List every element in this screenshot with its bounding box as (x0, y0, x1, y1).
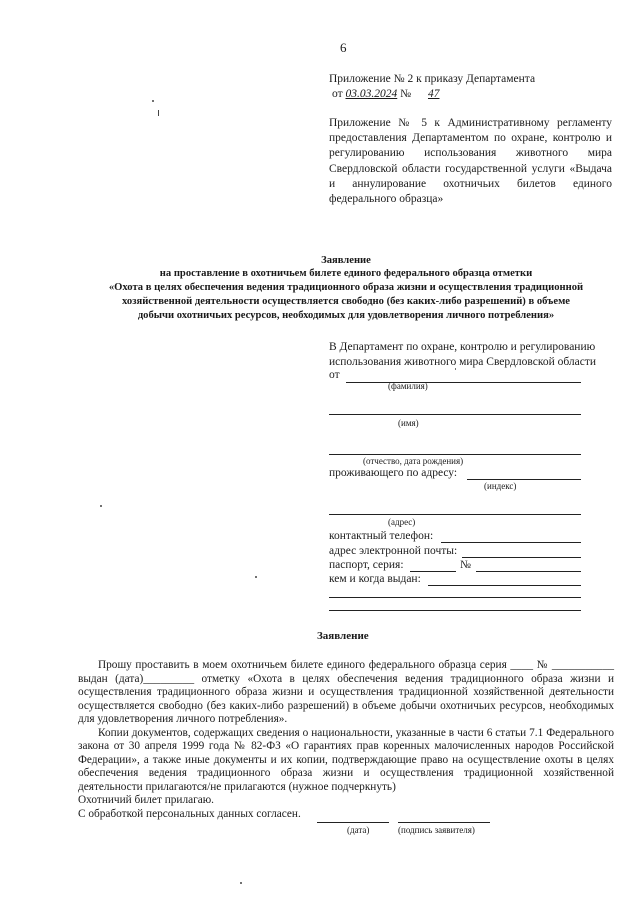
section-title: Заявление (317, 630, 369, 642)
issued-by-line-3[interactable] (329, 610, 581, 611)
address-caption: (адрес) (388, 517, 416, 527)
request-paragraph: Прошу проставить в моем охотничьем билете единого федерального образца серия ____ № ___________ выдан (дата)_________ отметку «Охота в целях обеспечения ведения традиционного образа жизни и осуществления традиционного образа жизни и осуществления традиционной хозяйственной деятельности осуществляется свободно (без каких-либо разрешений) в объеме добычи охотничьих ресурсов, необходимых для удовлетворения личного потребления». (78, 659, 614, 725)
phone-field[interactable] (441, 542, 581, 543)
consent-line (78, 808, 614, 822)
residing-label: проживающего по адресу: (329, 467, 458, 479)
recipient-line: использования животного мира Свердловской области (329, 355, 597, 368)
address-field[interactable] (329, 514, 581, 515)
surname-caption: (фамилия) (388, 381, 428, 391)
number-prefix: № (400, 88, 412, 100)
issued-by-line-2[interactable] (329, 597, 581, 598)
subtitle-line: добычи охотничьих ресурсов, необходимых для удовлетворения личного потребления» (137, 310, 555, 321)
recipient-line: В Департамент по охране, контролю и регулированию (329, 341, 596, 353)
page-number: 6 (340, 40, 347, 55)
document-subtitle (78, 267, 614, 323)
applicant-signature-field[interactable] (398, 822, 490, 823)
scan-speck (100, 505, 102, 507)
regulation-reference-text: Приложение № 5 к Административному регламенту предоставления Департаментом по охране, контролю и регулированию использования животного мира Свердловской области государственной услуги «Выдача и аннулирование охотничьих билетов единого федерального образца» (329, 117, 612, 206)
scan-speck (158, 110, 159, 116)
patronymic-caption: (отчество, дата рождения) (363, 456, 464, 466)
issued-by-label: кем и когда выдан: (329, 573, 421, 585)
ticket-attached-line: Охотничий билет прилагаю. (78, 794, 215, 806)
date-caption: (дата) (347, 825, 370, 835)
application-body (78, 659, 614, 821)
scan-speck (240, 882, 242, 884)
scan-speck (255, 576, 257, 578)
from-label: от (329, 369, 340, 381)
email-label: адрес электронной почты: (329, 545, 458, 557)
patronymic-field[interactable] (329, 454, 581, 455)
index-caption: (индекс) (484, 481, 517, 491)
handwritten-date: 03.03.2024 (345, 88, 398, 100)
passport-number-field[interactable] (476, 571, 581, 572)
email-field[interactable] (462, 557, 581, 558)
phone-label: контактный телефон: (329, 530, 434, 542)
scan-speck (152, 100, 154, 102)
passport-number-label: № (460, 559, 471, 571)
appendix-line: Приложение № 2 к приказу Департамента (329, 73, 536, 85)
regulation-reference (329, 116, 612, 207)
scan-speck (455, 368, 456, 370)
signature-caption: (подпись заявителя) (398, 825, 475, 835)
subtitle-line: «Охота в целях обеспечения ведения традиционного образа жизни и осуществления традиционной (108, 282, 584, 293)
consent-text: С обработкой персональных данных согласен. (78, 807, 301, 820)
handwritten-number: 47 (427, 88, 440, 100)
date-signature-field[interactable] (317, 822, 389, 823)
name-field[interactable] (329, 414, 581, 415)
subtitle-line: на проставление в охотничьем билете единого федерального образца отметки (159, 268, 533, 279)
date-prefix: от (332, 88, 343, 100)
index-field[interactable] (467, 479, 581, 480)
appendix-date-line (329, 87, 611, 102)
appendix-header (329, 72, 611, 102)
document-title: Заявление (321, 255, 371, 266)
issued-by-field[interactable] (428, 585, 581, 586)
recipient-block (329, 340, 611, 369)
documents-paragraph: Копии документов, содержащих сведения о национальности, указанные в части 6 статьи 7.1 Федерального закона от 30 апреля 1999 года № 82-ФЗ «О гарантиях прав коренных малочисленных народов Российской Федерации», а также иные документы и их копии, подтверждающие право на осуществление охоты в целях обеспечения ведения традиционного образа жизни и осуществления традиционной хозяйственной деятельности прилагаются/не прилагаются (нужное подчеркнуть) (78, 726, 614, 793)
passport-series-label: паспорт, серия: (329, 559, 404, 571)
surname-field[interactable] (346, 382, 581, 383)
passport-series-field[interactable] (410, 571, 456, 572)
subtitle-line: хозяйственной деятельности осуществляется свободно (без каких-либо разрешений) в объеме (122, 296, 570, 307)
name-caption: (имя) (398, 418, 419, 428)
